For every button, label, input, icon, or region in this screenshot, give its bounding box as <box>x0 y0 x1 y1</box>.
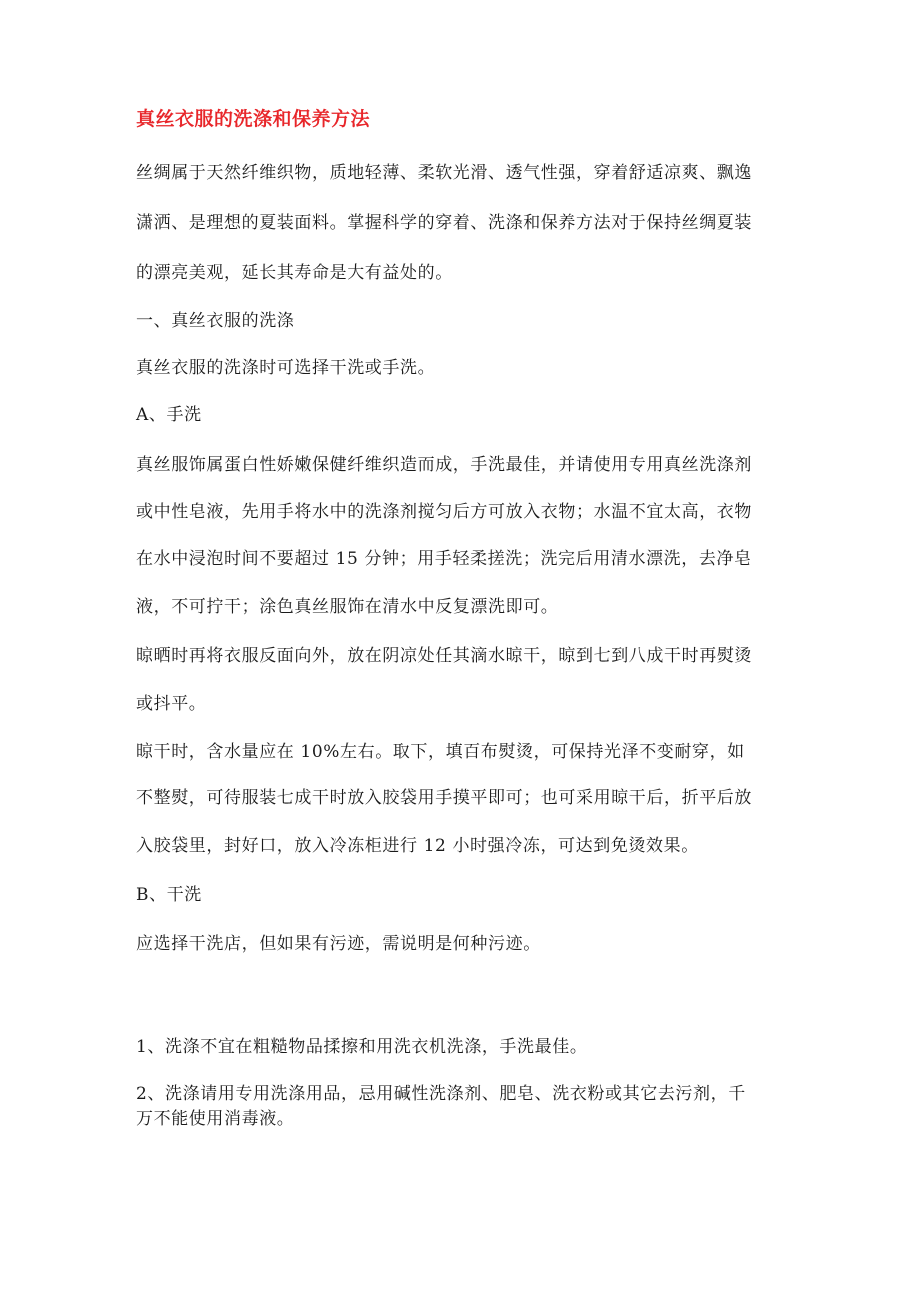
sub-a-para1-line-3: 在水中浸泡时间不要超过 15 分钟；用手轻柔搓洗；洗完后用清水漂洗，去净皂 <box>136 549 752 569</box>
intro-line-3: 的漂亮美观，延长其寿命是大有益处的。 <box>136 263 453 283</box>
document-title: 真丝衣服的洗涤和保养方法 <box>136 108 371 130</box>
tip-2-line-1: 2、洗涤请用专用洗涤用品，忌用碱性洗涤剂、肥皂、洗衣粉或其它去污剂，千 <box>136 1084 746 1104</box>
sub-a-heading: A、手洗 <box>136 405 202 425</box>
section1-text: 真丝衣服的洗涤时可选择干洗或手洗。 <box>136 358 436 378</box>
sub-a-para3-line-3: 入胶袋里，封好口，放入冷冻柜进行 12 小时强冷冻，可达到免烫效果。 <box>136 836 699 856</box>
sub-a-para2-line-1: 晾晒时再将衣服反面向外，放在阴凉处任其滴水晾干，晾到七到八成干时再熨烫 <box>136 646 752 666</box>
sub-b-heading: B、干洗 <box>136 885 202 905</box>
sub-a-para2-line-2: 或抖平。 <box>136 694 207 714</box>
sub-a-para1-line-2: 或中性皂液，先用手将水中的洗涤剂搅匀后方可放入衣物；水温不宜太高，衣物 <box>136 502 752 522</box>
intro-line-2: 潇洒、是理想的夏装面料。掌握科学的穿着、洗涤和保养方法对于保持丝绸夏装 <box>136 213 752 233</box>
sub-b-text: 应选择干洗店，但如果有污迹，需说明是何种污迹。 <box>136 934 541 954</box>
section1-heading: 一、真丝衣服的洗涤 <box>136 311 295 331</box>
tip-1: 1、洗涤不宜在粗糙物品揉擦和用洗衣机洗涤，手洗最佳。 <box>136 1037 588 1057</box>
intro-line-1: 丝绸属于天然纤维织物，质地轻薄、柔软光滑、透气性强，穿着舒适凉爽、飘逸 <box>136 163 752 183</box>
tip-2-line-2: 万不能使用消毒液。 <box>136 1109 295 1129</box>
sub-a-para3-line-1: 晾干时，含水量应在 10%左右。取下，填百布熨烫，可保持光泽不变耐穿，如 <box>136 742 745 762</box>
sub-a-para1-line-4: 液，不可拧干；涂色真丝服饰在清水中反复漂洗即可。 <box>136 597 559 617</box>
sub-a-para1-line-1: 真丝服饰属蛋白性娇嫩保健纤维织造而成，手洗最佳，并请使用专用真丝洗涤剂 <box>136 455 752 475</box>
sub-a-para3-line-2: 不整熨，可待服装七成干时放入胶袋用手摸平即可；也可采用晾干后，折平后放 <box>136 788 752 808</box>
